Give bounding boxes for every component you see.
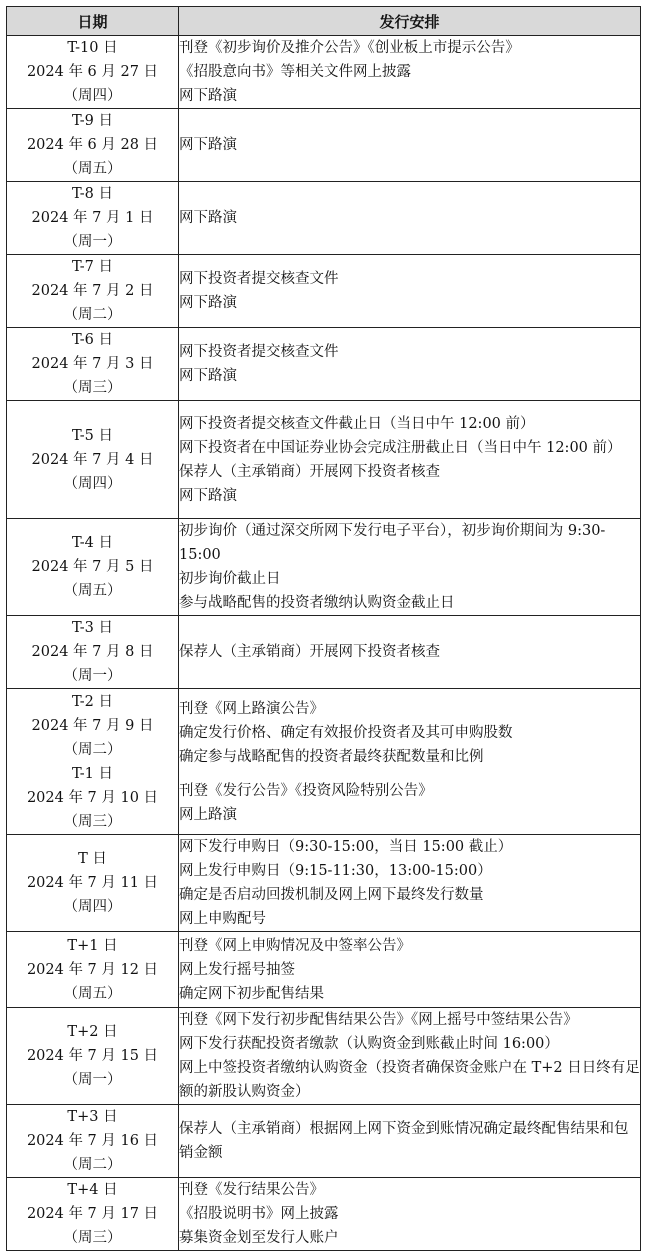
calendar-date: 2024 年 7 月 10 日 (26, 789, 159, 806)
table-row (7, 689, 641, 835)
arrangement-item: 《招股意向书》等相关文件网上披露 (179, 64, 411, 80)
date-cell (7, 932, 179, 1008)
arrangement-cell (179, 182, 641, 255)
weekday: （周二） (63, 1157, 122, 1173)
calendar-date: 2024 年 7 月 12 日 (26, 961, 159, 978)
arrangement-column-header: 发行安排 (179, 7, 641, 36)
weekday: （周四） (63, 475, 122, 492)
arrangement-cell (179, 328, 641, 401)
arrangement-item: 确定参与战略配售的投资者最终获配数量和比例 (179, 748, 484, 765)
calendar-date: 2024 年 7 月 4 日 (31, 451, 154, 468)
arrangement-item: 确定是否启动回拨机制及网上网下最终发行数量 (179, 887, 484, 903)
table-row (7, 401, 641, 519)
day-label: T-4 日 (71, 535, 114, 551)
calendar-date: 2024 年 6 月 27 日 (26, 64, 159, 80)
arrangement-item: 刊登《网上申购情况及中签率公告》 (179, 937, 411, 954)
arrangement-item: 确定发行价格、确定有效报价投资者及其可申购股数 (179, 724, 513, 741)
arrangement-cell (179, 109, 641, 182)
weekday: （周三） (63, 1230, 122, 1246)
day-label: T-1 日 (71, 765, 114, 782)
weekday: （周三） (63, 813, 122, 830)
table-row (7, 835, 641, 932)
arrangement-item: 网下投资者提交核查文件截止日（当日中午 12:00 前） (179, 415, 535, 432)
spacer (179, 769, 640, 779)
calendar-date: 2024 年 7 月 16 日 (26, 1133, 159, 1149)
arrangement-item: 网上发行摇号抽签 (179, 961, 295, 978)
date-cell (7, 1105, 179, 1178)
arrangement-item: 保荐人（主承销商）开展网下投资者核查 (179, 463, 440, 480)
calendar-date: 2024 年 7 月 9 日 (31, 717, 154, 734)
arrangement-item: 网下路演 (179, 88, 237, 104)
arrangement-item: 初步询价截止日 (179, 571, 281, 587)
issuance-schedule-table (6, 6, 641, 1251)
day-label: T-2 日 (71, 693, 114, 710)
day-label: T+4 日 (67, 1182, 118, 1198)
arrangement-item: 网上发行申购日（9:15-11:30，13:00-15:00） (179, 863, 492, 879)
arrangement-cell (179, 519, 641, 616)
arrangement-cell (179, 255, 641, 328)
date-cell (7, 401, 179, 519)
table-row (7, 255, 641, 328)
weekday: （周三） (63, 380, 122, 396)
date-cell (7, 1178, 179, 1251)
arrangement-item: 网下路演 (179, 295, 237, 311)
arrangement-item: 网下路演 (179, 210, 237, 226)
day-label: T+1 日 (67, 937, 118, 954)
day-label: T+2 日 (67, 1024, 118, 1040)
weekday: （周一） (63, 234, 122, 250)
arrangement-item: 保荐人（主承销商）开展网下投资者核查 (179, 644, 440, 660)
weekday: （周五） (63, 583, 122, 599)
arrangement-cell (179, 1178, 641, 1251)
table-row (7, 1178, 641, 1251)
arrangement-cell (179, 932, 641, 1008)
calendar-date: 2024 年 7 月 8 日 (31, 644, 154, 660)
date-cell (7, 36, 179, 109)
table-row (7, 932, 641, 1008)
day-label: T-3 日 (71, 620, 114, 636)
arrangement-item: 刊登《发行结果公告》 (179, 1182, 324, 1198)
arrangement-cell (179, 689, 641, 835)
date-cell (7, 109, 179, 182)
arrangement-item: 网下发行申购日（9:30-15:00，当日 15:00 截止） (179, 839, 513, 855)
arrangement-cell (179, 401, 641, 519)
arrangement-item: 刊登《网上路演公告》 (179, 700, 324, 717)
arrangement-item: 保荐人（主承销商）根据网上网下资金到账情况确定最终配售结果和包销金额 (179, 1121, 629, 1161)
weekday: （周四） (63, 899, 122, 915)
arrangement-item: 网下路演 (179, 137, 237, 153)
calendar-date: 2024 年 7 月 11 日 (26, 875, 159, 891)
arrangement-group-t-2 (179, 697, 640, 769)
table-row (7, 36, 641, 109)
date-cell (7, 328, 179, 401)
arrangement-item: 网上申购配号 (179, 911, 266, 927)
arrangement-cell (179, 1105, 641, 1178)
table-row (7, 519, 641, 616)
calendar-date: 2024 年 7 月 2 日 (31, 283, 154, 299)
arrangement-item: 网上中签投资者缴纳认购资金（投资者确保资金账户在 T+2 日日终有足额的新股认购资金） (179, 1060, 640, 1100)
table-row (7, 109, 641, 182)
date-cell (7, 835, 179, 932)
table-row (7, 182, 641, 255)
weekday: （周五） (63, 161, 122, 177)
table-header-row (7, 7, 641, 36)
weekday: （周一） (63, 668, 122, 684)
arrangement-cell (179, 835, 641, 932)
day-label: T-10 日 (67, 40, 118, 56)
day-label: T 日 (78, 851, 107, 867)
table-row (7, 328, 641, 401)
arrangement-item: 《招股说明书》网上披露 (179, 1206, 339, 1222)
calendar-date: 2024 年 7 月 15 日 (26, 1048, 159, 1064)
arrangement-item: 募集资金划至发行人账户 (179, 1230, 339, 1246)
arrangement-item: 网下投资者提交核查文件 (179, 344, 339, 360)
weekday: （周一） (63, 1072, 122, 1088)
arrangement-item: 参与战略配售的投资者缴纳认购资金截止日 (179, 595, 455, 611)
date-cell (7, 182, 179, 255)
table-row (7, 616, 641, 689)
calendar-date: 2024 年 6 月 28 日 (26, 137, 159, 153)
arrangement-item: 网下路演 (179, 368, 237, 384)
weekday: （周二） (63, 307, 122, 323)
weekday: （周二） (63, 741, 122, 758)
arrangement-cell (179, 36, 641, 109)
date-cell (7, 255, 179, 328)
date-cell (7, 616, 179, 689)
calendar-date: 2024 年 7 月 5 日 (31, 559, 154, 575)
arrangement-cell (179, 1008, 641, 1105)
calendar-date: 2024 年 7 月 3 日 (31, 356, 154, 372)
arrangement-item: 初步询价（通过深交所网下发行电子平台），初步询价期间为 9:30-15:00 (179, 523, 606, 563)
arrangement-cell (179, 616, 641, 689)
day-label: T-8 日 (71, 186, 114, 202)
arrangement-item: 刊登《初步询价及推介公告》《创业板上市提示公告》 (179, 40, 520, 56)
day-label: T-9 日 (71, 113, 114, 129)
date-cell (7, 689, 179, 835)
date-cell (7, 1008, 179, 1105)
day-label: T-7 日 (71, 259, 114, 275)
weekday: （周四） (63, 88, 122, 104)
arrangement-item: 网下投资者提交核查文件 (179, 271, 339, 287)
arrangement-item: 刊登《发行公告》《投资风险特别公告》 (179, 782, 433, 799)
table-row (7, 1105, 641, 1178)
date-column-header: 日期 (7, 7, 179, 36)
day-label: T-5 日 (71, 427, 114, 444)
arrangement-item: 刊登《网下发行初步配售结果公告》《网上摇号中签结果公告》 (179, 1012, 578, 1028)
arrangement-item: 网上路演 (179, 806, 237, 823)
day-label: T-6 日 (71, 332, 114, 348)
weekday: （周五） (63, 985, 122, 1002)
arrangement-item: 网下路演 (179, 487, 237, 504)
arrangement-item: 网下发行获配投资者缴款（认购资金到账截止时间 16:00） (179, 1036, 559, 1052)
date-cell (7, 519, 179, 616)
arrangement-item: 网下投资者在中国证券业协会完成注册截止日（当日中午 12:00 前） (179, 439, 622, 456)
calendar-date: 2024 年 7 月 17 日 (26, 1206, 159, 1222)
arrangement-group-t-1 (179, 779, 640, 827)
table-row (7, 1008, 641, 1105)
calendar-date: 2024 年 7 月 1 日 (31, 210, 154, 226)
arrangement-item: 确定网下初步配售结果 (179, 985, 324, 1002)
day-label: T+3 日 (67, 1109, 118, 1125)
